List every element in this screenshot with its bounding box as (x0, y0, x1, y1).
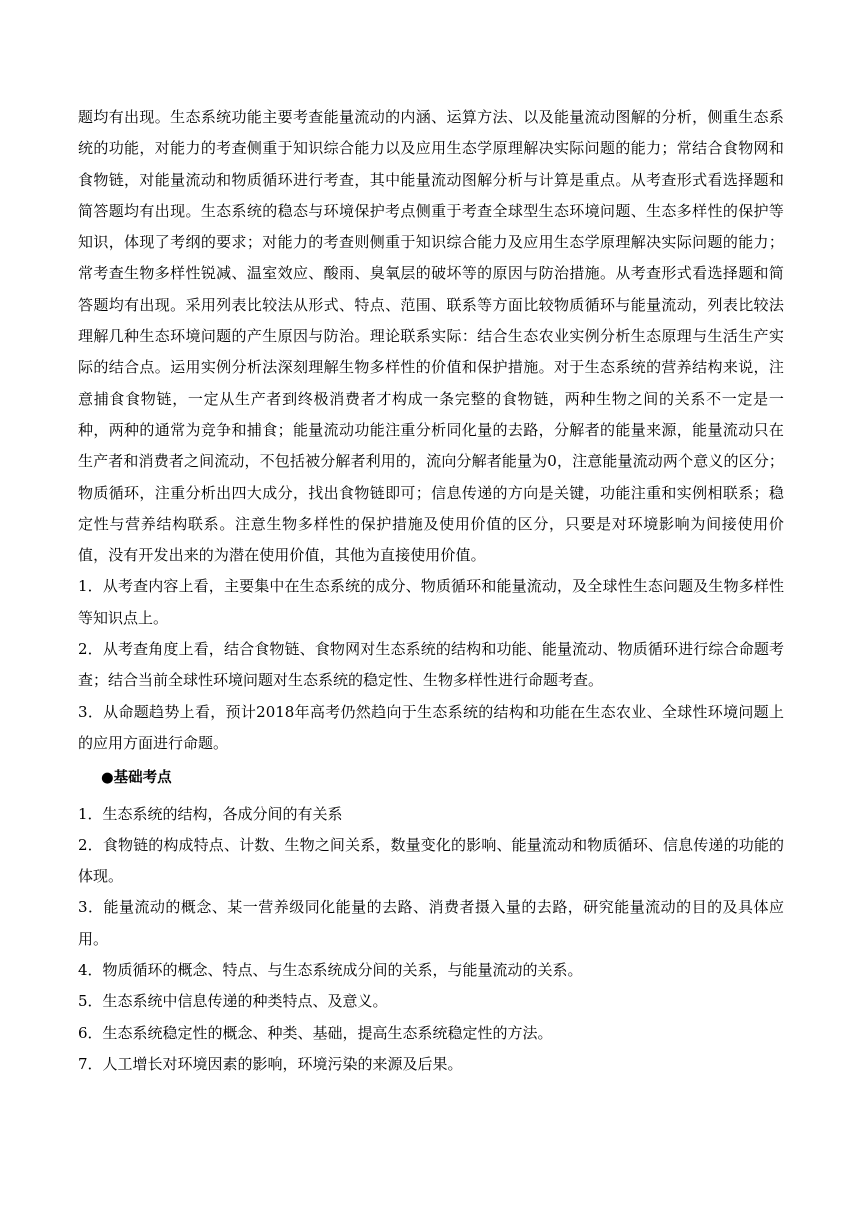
analysis-point-1: 1．从考查内容上看，主要集中在生态系统的成分、物质循环和能量流动，及全球性生态问题及生物多样性等知识点上。 (78, 577, 784, 627)
basic-point-7: 7．人工增长对环境因素的影响，环境污染的来源及后果。 (78, 1054, 463, 1073)
document-page (78, 102, 784, 1080)
analysis-point-3: 3．从命题趋势上看，预计2018年高考仍然趋向于生态系统的结构和功能在生态农业、全球性环境问题上的应用方面进行命题。 (78, 702, 784, 752)
basic-point-5: 5．生态系统中信息传递的种类特点、及意义。 (78, 992, 388, 1011)
basic-point-2: 2．食物链的构成特点、计数、生物之间关系，数量变化的影响、能量流动和物质循环、信息传递的功能的体现。 (78, 835, 784, 886)
intro-paragraph: 题均有出现。生态系统功能主要考查能量流动的内涵、运算方法、以及能量流动图解的分析，侧重生态系统的功能，对能力的考查侧重于知识综合能力以及应用生态学原理解决实际问题的能力；常结合食物网和食物链，对能量流动和物质循环进行考查，其中能量流动图解分析与计算是重点。从考查形式看选择题和简答题均有出现。生态系统的稳态与环境保护考点侧重于考查全球型生态环境问题、生态多样性的保护等知识，体现了考纲的要求；对能力的考查则侧重于知识综合能力及应用生态学原理解决实际问题的能力；常考查生物多样性锐减、温室效应、酸雨、臭氧层的破坏等的原因与防治措施。从考查形式看选择题和简答题均有出现。采用列表比较法从形式、特点、范围、联系等方面比较物质循环与能量流动，列表比较法理解几种生态环境问题的产生原因与防治。理论联系实际：结合生态农业实例分析生态原理与生活生产实际的结合点。运用实例分析法深刻理解生物多样性的价值和保护措施。对于生态系统的营养结构来说，注意捕食食物链，一定从生产者到终极消费者才构成一条完整的食物链，两种生物之间的关系不一定是一种，两种的通常为竞争和捕食；能量流动功能注重分析同化量的去路，分解者的能量来源，能量流动只在生产者和消费者之间流动，不包括被分解者利用的，流向分解者能量为0，注意能量流动两个意义的区分；物质循环，注重分析出四大成分，找出食物链即可；信息传递的方向是关键，功能注重和实例相联系；稳定性与营养结构联系。注意生物多样性的保护措施及使用价值的区分，只要是对环境影响为间接使用价值，没有开发出来的为潜在使用价值，其他为直接使用价值。 (78, 108, 784, 565)
basic-point-4: 4．物质循环的概念、特点、与生态系统成分间的关系，与能量流动的关系。 (78, 961, 583, 980)
basic-point-1: 1．生态系统的结构，各成分间的有关系 (78, 804, 343, 823)
analysis-point-2: 2．从考查角度上看，结合食物链、食物网对生态系统的结构和功能、能量流动、物质循环进行综合命题考查；结合当前全球性环境问题对生态系统的稳定性、生物多样性进行命题考查。 (78, 640, 784, 690)
basic-point-6: 6．生态系统稳定性的概念、种类、基础，提高生态系统稳定性的方法。 (78, 1023, 553, 1042)
section-heading-basic-points: ●基础考点 (101, 770, 172, 787)
basic-point-3: 3．能量流动的概念、某一营养级同化能量的去路、消费者摄入量的去路，研究能量流动的目的及具体应用。 (78, 898, 784, 948)
